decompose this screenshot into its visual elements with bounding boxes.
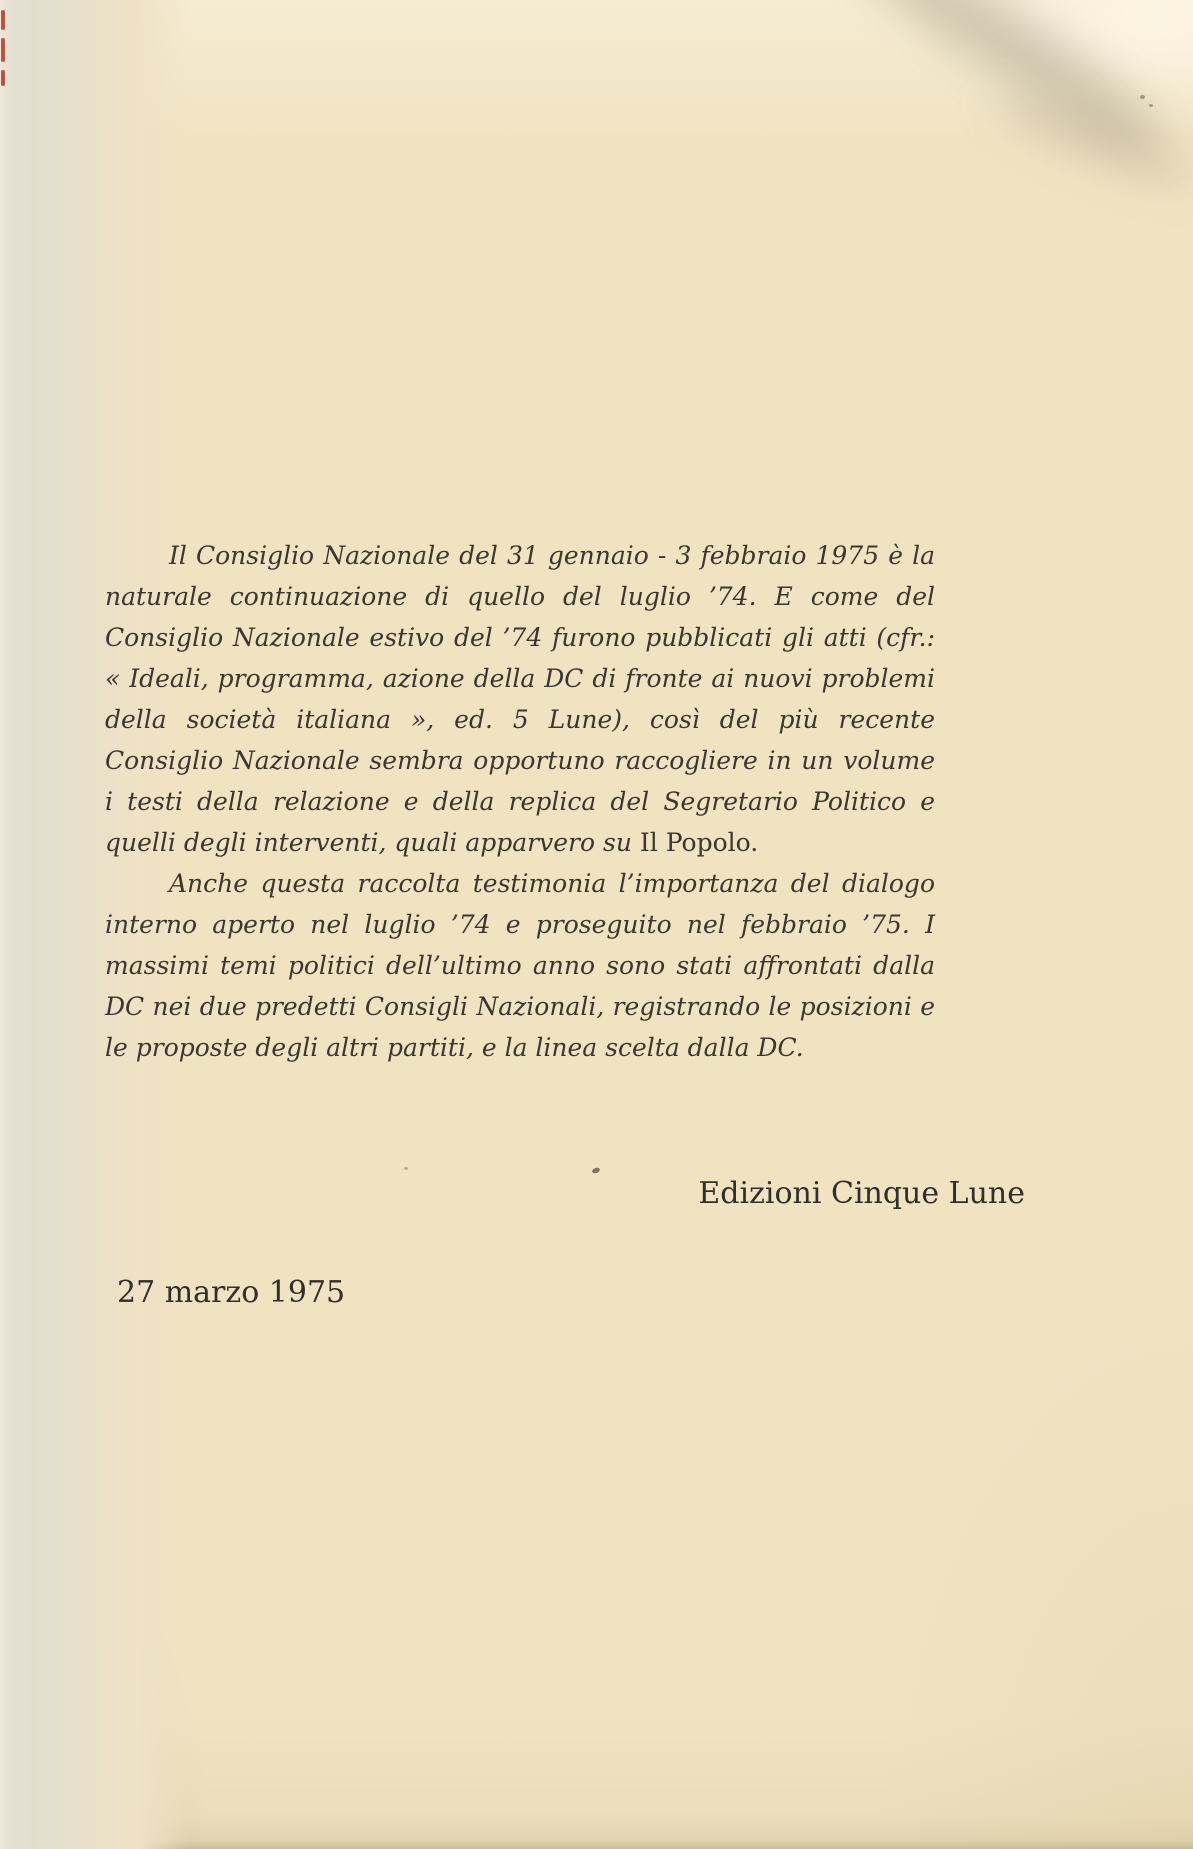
- preface-paragraph-1: [105, 535, 935, 863]
- paragraph-1-italic-text: Il Consiglio Nazionale del 31 gennaio - 3 febbraio 1975 è la naturale continuazione di quello del luglio ’74. E come del Consiglio Nazionale estivo del ’74 furono pubblicati gli atti (cfr.: « Ideali, programma, azione della DC di fronte ai nuovi problemi della società italiana », ed. 5 Lune), così del più recente Consiglio Nazionale sembra opportuno raccogliere in un volume i testi della relazione e della replica del Segretario Politico e quelli degli interventi, quali apparvero su: [105, 541, 935, 857]
- paragraph-1-roman-text: Il Popolo.: [639, 828, 759, 857]
- scan-edge-artifact: [1, 38, 5, 62]
- print-speck: [1140, 95, 1145, 99]
- scan-edge-artifact: [1, 10, 5, 30]
- preface-paragraph-2: Anche questa raccolta testimonia l’importanza del dialogo interno aperto nel luglio ’74 e proseguito nel febbraio ’75. I massimi temi politici dell’ultimo anno sono stati affrontati dalla DC nei due predetti Consigli Nazionali, registrando le posizioni e le proposte degli altri partiti, e la linea scelta dalla DC.: [105, 869, 935, 1062]
- scan-edge-artifact: [1, 70, 5, 86]
- preface-text-block: [105, 535, 1025, 1310]
- publisher-imprint: Edizioni Cinque Lune: [698, 1176, 1025, 1211]
- date-line: 27 marzo 1975: [117, 1275, 346, 1310]
- print-speck: [1149, 104, 1153, 107]
